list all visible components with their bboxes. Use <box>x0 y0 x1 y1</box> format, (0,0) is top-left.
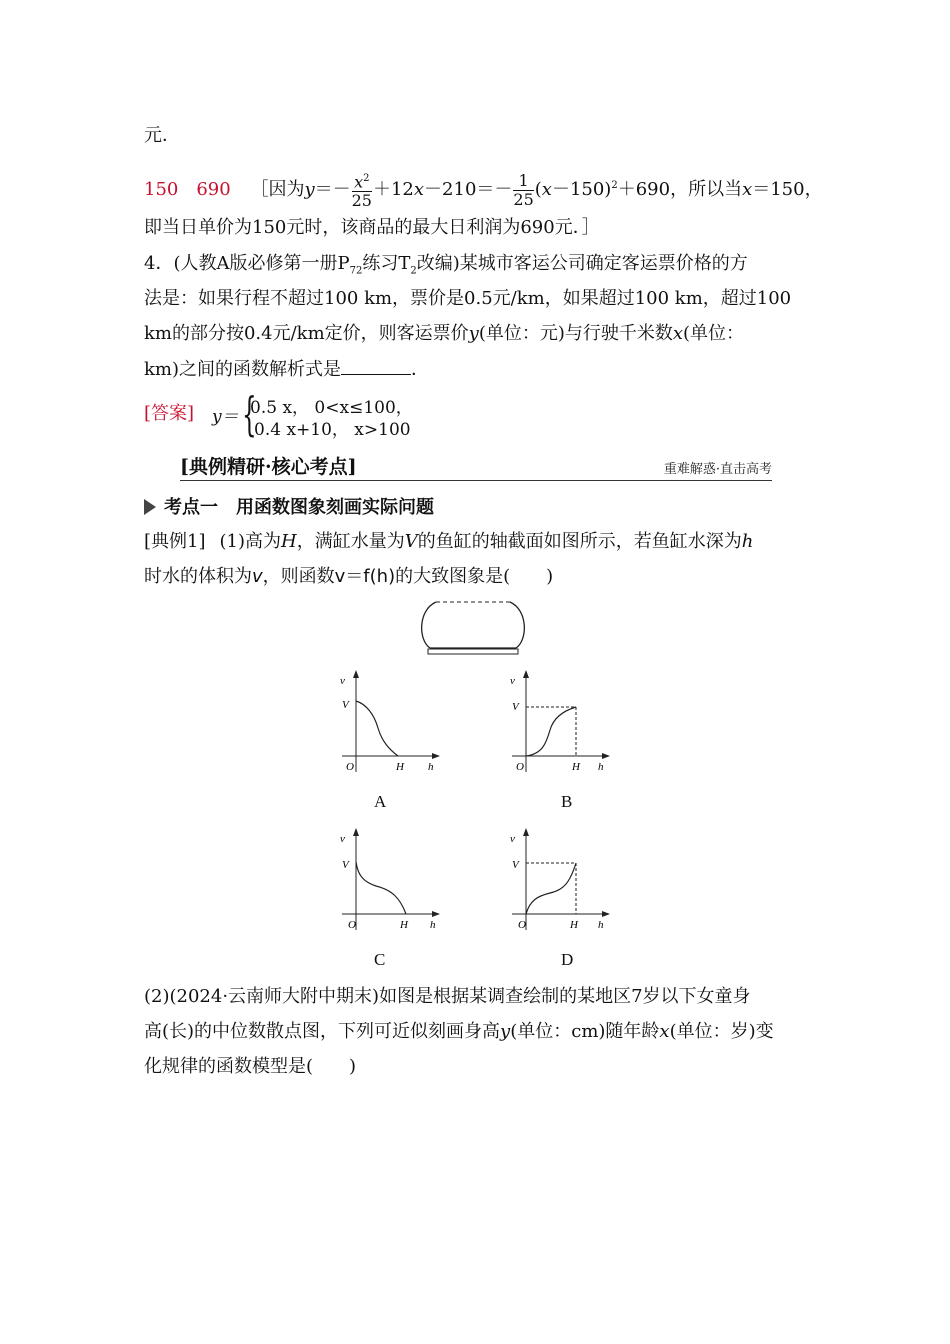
axis-h-label: h <box>598 919 604 931</box>
var-y: y <box>304 179 315 201</box>
text-line: km的部分按0.4元/km定价，则客运票价y(单位：元)与行驶千米数x(单位： <box>144 323 745 344</box>
var-x: x <box>413 179 425 201</box>
brace: { <box>242 387 257 441</box>
text: －210＝－ <box>424 179 513 201</box>
example-line-1: [典例1] (1)高为H，满缸水量为V的鱼缸的轴截面如图所示，若鱼缸水深为h <box>144 531 754 552</box>
exponent: 2 <box>611 180 618 192</box>
axis-v-label: v <box>340 675 345 687</box>
option-c-label: C <box>374 950 386 969</box>
text: ＝－ <box>314 179 351 201</box>
axis-h-label: h <box>428 761 434 773</box>
section-subtitle: 重难解惑·直击高考 <box>663 462 772 477</box>
axis-v-label: v <box>510 675 515 687</box>
text: ＝150， <box>752 179 823 201</box>
label-H: H <box>570 919 578 931</box>
option-b-label: B <box>561 792 573 811</box>
fish-tank-diagram <box>416 596 528 660</box>
answer-explanation-line <box>144 170 823 210</box>
part2-line-3: 化规律的函数模型是( ) <box>144 1056 357 1077</box>
origin-label: O <box>516 761 524 773</box>
piecewise-lhs: y＝ <box>212 407 239 427</box>
section-title: [典例精研·核心考点] <box>180 456 357 478</box>
piece-row-1: 0.5 x， 0<x≤100， <box>250 398 413 418</box>
graph-option-b <box>506 668 616 778</box>
text-line: 即当日单价为150元时，该商品的最大日利润为690元．］ <box>144 217 600 238</box>
text: ［因为 <box>250 179 305 201</box>
label-H: H <box>396 761 404 773</box>
label-V: V <box>512 701 519 713</box>
label-V: V <box>342 859 349 871</box>
answer-tag: [答案] <box>144 403 195 424</box>
question-4-line: 4．(人教A版必修第一册$P_{72}$练习$T_2$改编)某城市客运公司确定客运票价格的方 <box>144 253 748 277</box>
graph-option-c <box>336 826 446 936</box>
fraction-x2-over-25: $\frac{x^2}{25}$ <box>352 170 372 210</box>
answer-blank <box>341 356 411 375</box>
axis-h-label: h <box>430 919 436 931</box>
answer-values: 150 690 <box>144 179 231 201</box>
part2-line-1: (2)(2024·云南师大附中期末)如图是根据某调查绘制的某地区7岁以下女童身 <box>144 986 751 1007</box>
origin-label: O <box>348 919 356 931</box>
text: －150) <box>551 179 612 201</box>
text: ＋12 <box>372 179 414 201</box>
label-H: H <box>400 919 408 931</box>
origin-label: O <box>518 919 526 931</box>
option-a-label: A <box>374 792 387 811</box>
axis-h-label: h <box>598 761 604 773</box>
section-header <box>180 452 772 481</box>
text-line: 法是：如果行程不超过100 km，票价是0.5元/km，如果超过100 km，超过100 <box>144 288 792 309</box>
text-line: 元． <box>144 125 180 146</box>
option-d-label: D <box>561 950 574 969</box>
axis-v-label: v <box>340 833 345 845</box>
var-x: x <box>541 179 552 201</box>
example-line-2: 时水的体积为v，则函数v＝f(h)的大致图象是( ) <box>144 566 554 587</box>
text: ( <box>534 179 542 201</box>
var-x: x <box>742 179 753 201</box>
text: ＋690，所以当 <box>617 179 743 201</box>
label-H: H <box>572 761 580 773</box>
part2-line-2: 高(长)的中位数散点图，下列可近似刻画身高y(单位：cm)随年龄x(单位：岁)变 <box>144 1021 774 1042</box>
label-V: V <box>342 699 349 711</box>
piece-row-2: 0.4 x+10， x>100 <box>254 420 411 440</box>
text-line: km)之间的函数解析式是 ． <box>144 356 429 382</box>
play-triangle-icon <box>144 499 156 515</box>
graph-option-a <box>336 668 446 778</box>
axis-v-label: v <box>510 833 515 845</box>
graph-option-d <box>506 826 616 936</box>
kaodian-heading: 考点一 用函数图象刻画实际问题 <box>144 496 434 520</box>
fraction-1-over-25: $\frac{1}{25}$ <box>513 170 534 209</box>
label-V: V <box>512 859 519 871</box>
origin-label: O <box>346 761 354 773</box>
